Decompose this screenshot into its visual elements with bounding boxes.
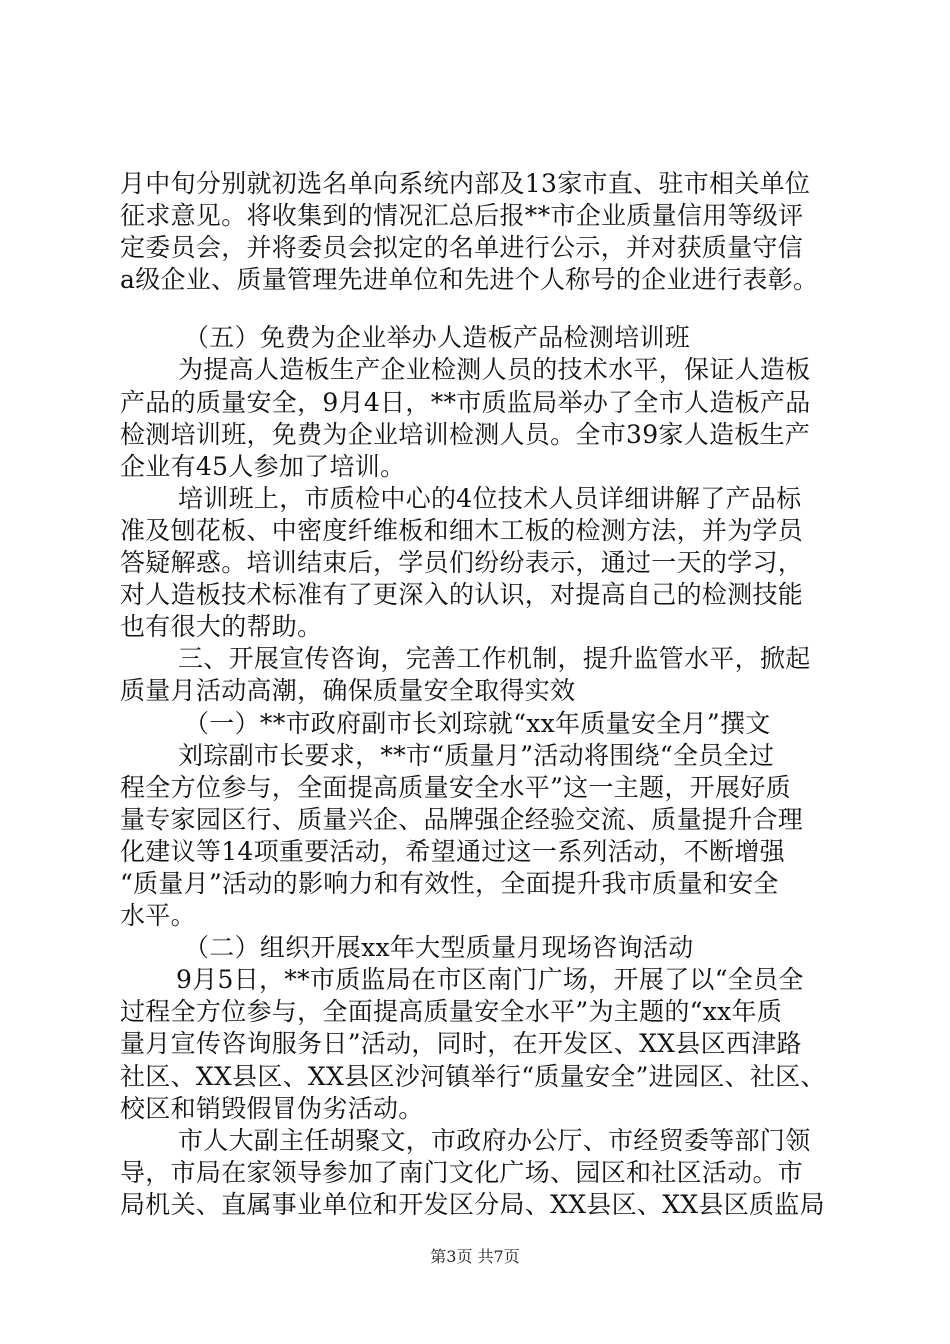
text-line: 量月宣传咨询服务日”活动，同时，在开发区、XX县区西津路 bbox=[120, 1029, 802, 1059]
text-line: 9月5日，**市质监局在市区南门广场，开展了以“全员全 bbox=[176, 965, 804, 995]
text-line: 局机关、直属事业单位和开发区分局、XX县区、XX县区质监局 bbox=[120, 1189, 825, 1219]
paragraph-gap bbox=[120, 296, 840, 322]
text-line: 量专家园区行、质量兴企、品牌强企经验交流、质量提升合理 bbox=[120, 804, 804, 834]
section-heading-5 bbox=[120, 322, 840, 354]
paragraph-consultation-event bbox=[120, 964, 840, 1124]
text-line: 产品的质量安全，9月4日，**市质监局举办了全市人造板产品 bbox=[120, 387, 811, 417]
page-number-footer: 第3页 共7页 bbox=[430, 1247, 520, 1266]
text-line: 准及刨花板、中密度纤维板和细木工板的检测方法，并为学员 bbox=[120, 515, 804, 545]
text-line: 化建议等14项重要活动，希望通过这一系列活动，不断增强 bbox=[120, 836, 785, 866]
paragraph-training-detail bbox=[120, 483, 840, 643]
text-line: 刘琮副市长要求，**市“质量月”活动将围绕“全员全过 bbox=[178, 740, 775, 770]
document-body bbox=[120, 168, 840, 1221]
text-line: 月中旬分别就初选名单向系统内部及13家市直、驻市相关单位 bbox=[120, 169, 811, 198]
paragraph-attendees bbox=[120, 1125, 840, 1221]
section-heading-3 bbox=[120, 643, 840, 707]
text-line: 社区、XX县区、XX县区沙河镇举行“质量安全”进园区、社区、 bbox=[120, 1061, 826, 1091]
subsection-heading-1 bbox=[120, 708, 840, 740]
text-line: 水平。 bbox=[120, 901, 196, 931]
text-line: 校区和销毁假冒伪劣活动。 bbox=[120, 1093, 424, 1123]
text-line: 为提高人造板生产企业检测人员的技术水平，保证人造板 bbox=[178, 355, 811, 385]
text-line: 征求意见。将收集到的情况汇总后报**市企业质量信用等级评 bbox=[120, 201, 804, 231]
paragraph-training-intro bbox=[120, 354, 840, 482]
text-line: 培训班上，市质检中心的4位技术人员详细讲解了产品标 bbox=[178, 483, 802, 513]
text-line: 定委员会，并将委员会拟定的名单进行公示，并对获质量守信 bbox=[120, 233, 804, 263]
text-line: 程全方位参与，全面提高质量安全水平”这一主题，开展好质 bbox=[120, 772, 791, 802]
paragraph-mayor-requirements bbox=[120, 740, 840, 933]
paragraph-continuation bbox=[120, 168, 840, 296]
heading-line: 质量月活动高潮，确保质量安全取得实效 bbox=[120, 676, 576, 706]
text-line: 导，市局在家领导参加了南门文化广场、园区和社区活动。市 bbox=[120, 1157, 804, 1187]
text-line: 对人造板技术标准有了更深入的认识，对提高自己的检测技能 bbox=[120, 580, 804, 610]
heading-line: 三、开展宣传咨询，完善工作机制，提升监管水平，掀起 bbox=[178, 644, 811, 674]
heading-line: （五）免费为企业举办人造板产品检测培训班 bbox=[184, 323, 691, 353]
subsection-heading-2 bbox=[120, 932, 840, 964]
heading-line: （二）组织开展xx年大型质量月现场咨询活动 bbox=[184, 933, 694, 963]
heading-line: （一）**市政府副市长刘琮就“xx年质量安全月”撰文 bbox=[184, 708, 771, 738]
text-line: 答疑解惑。培训结束后，学员们纷纷表示，通过一天的学习， bbox=[120, 548, 804, 578]
text-line: 也有很大的帮助。 bbox=[120, 612, 323, 642]
text-line: 市人大副主任胡聚文，市政府办公厅、市经贸委等部门领 bbox=[178, 1125, 811, 1155]
text-line: 企业有45人参加了培训。 bbox=[120, 451, 406, 481]
text-line: 检测培训班，免费为企业培训检测人员。全市39家人造板生产 bbox=[120, 419, 811, 449]
text-line: “质量月”活动的影响力和有效性，全面提升我市质量和安全 bbox=[120, 868, 779, 898]
text-line: 过程全方位参与，全面提高质量安全水平”为主题的“xx年质 bbox=[120, 997, 783, 1027]
text-line: a级企业、质量管理先进单位和先进个人称号的企业进行表彰。 bbox=[120, 265, 819, 295]
